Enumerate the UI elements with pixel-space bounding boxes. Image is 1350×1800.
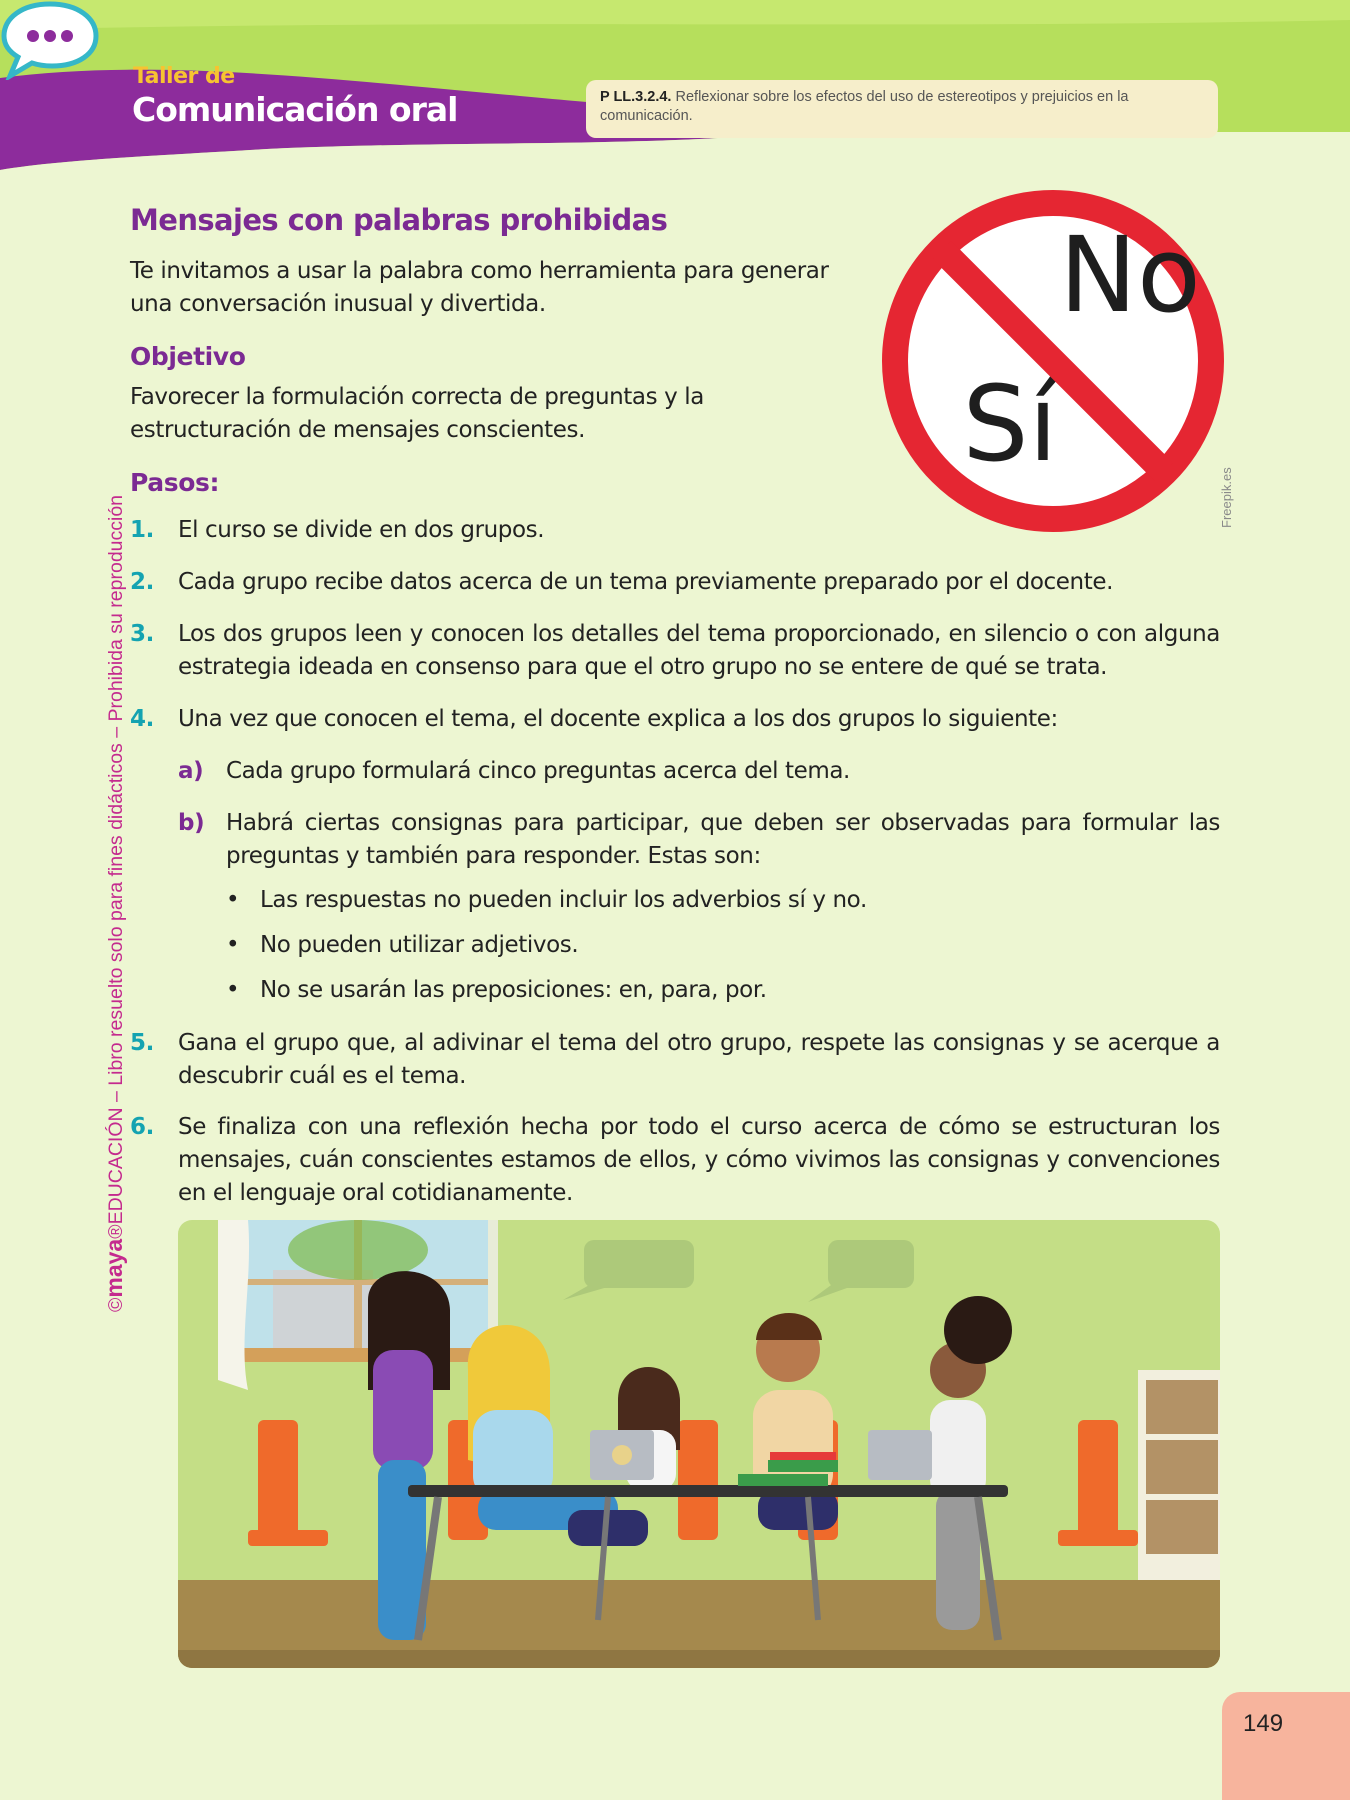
step-item	[130, 1027, 1220, 1093]
substep-item	[178, 755, 1220, 788]
substep-text: Habrá ciertas consignas para participar, que deben ser observadas para formular las preguntas y también para responder. Estas son:	[226, 810, 1220, 869]
step-number: 3.	[130, 621, 154, 647]
skill-criterion-box	[586, 80, 1218, 138]
image-credit: Freepik.es	[1219, 467, 1234, 528]
step-text: El curso se divide en dos grupos.	[178, 517, 545, 543]
sidebar-text: EDUCACIÓN – Libro resuelto solo para fines didácticos – Prohibida su reproducción	[105, 494, 127, 1225]
steps-heading: Pasos:	[130, 468, 220, 497]
bullet-text: No se usarán las preposiciones: en, para, por.	[260, 977, 767, 1003]
step-number: 4.	[130, 706, 154, 732]
bullet-text: Las respuestas no pueden incluir los adverbios sí y no.	[260, 887, 867, 913]
step-number: 6.	[130, 1114, 154, 1140]
step-item	[130, 703, 1220, 736]
rule-bullet	[226, 884, 1216, 917]
substep-text: Cada grupo formulará cinco preguntas acerca del tema.	[226, 758, 850, 784]
classroom-illustration	[178, 1220, 1220, 1668]
copyright-sidebar	[101, 482, 128, 1312]
sign-si-word: Sí	[962, 363, 1058, 485]
sign-no-word: No	[1059, 214, 1201, 336]
section-title: Comunicación oral	[132, 90, 458, 129]
skill-code: P LL.3.2.4.	[600, 89, 672, 105]
step-number: 5.	[130, 1030, 154, 1056]
step-text: Una vez que conocen el tema, el docente explica a los dos grupos lo siguiente:	[178, 706, 1058, 732]
objective-text: Favorecer la formulación correcta de preguntas y la estructuración de mensajes conscientes.	[130, 384, 704, 443]
objective-heading: Objetivo	[130, 342, 246, 371]
section-kicker: Taller de	[133, 64, 235, 89]
substep-letter: b)	[178, 810, 205, 836]
bullet-mark: •	[226, 932, 240, 958]
header-banner	[0, 0, 1350, 180]
rule-bullet	[226, 974, 1216, 1007]
speech-bubble-icon	[0, 0, 100, 80]
step-item	[130, 1111, 1220, 1210]
rule-bullet	[226, 929, 1216, 962]
step-item	[130, 566, 1220, 599]
step-item	[130, 618, 1220, 684]
step-text: Cada grupo recibe datos acerca de un tema previamente preparado por el docente.	[178, 569, 1113, 595]
bullet-text: No pueden utilizar adjetivos.	[260, 932, 579, 958]
page-number: 149	[1243, 1710, 1284, 1737]
substep-item	[178, 807, 1220, 873]
step-number: 2.	[130, 569, 154, 595]
step-text: Se finaliza con una reflexión hecha por todo el curso acerca de cómo se estructuran los mensajes, cuán conscientes estamos de ellos, y cómo vivimos las consignas y convenciones en el lenguaje oral cotidianamente.	[178, 1114, 1220, 1206]
skill-text: Reflexionar sobre los efectos del uso de estereotipos y prejuicios en la comunicación.	[600, 89, 1129, 124]
copyright-symbol: ©	[105, 1297, 127, 1312]
step-item	[130, 514, 1220, 547]
registered-mark: ®	[105, 1224, 127, 1239]
bullet-mark: •	[226, 977, 240, 1003]
intro-text: Te invitamos a usar la palabra como herramienta para generar una conversación inusual y divertida.	[130, 258, 829, 317]
prohibition-sign-image	[880, 188, 1226, 534]
page-number-tab	[1222, 1692, 1350, 1800]
bullet-mark: •	[226, 887, 240, 913]
substep-letter: a)	[178, 758, 204, 784]
step-number: 1.	[130, 517, 154, 543]
step-text: Gana el grupo que, al adivinar el tema del otro grupo, respete las consignas y se acerque a descubrir cuál es el tema.	[178, 1030, 1220, 1089]
activity-title: Mensajes con palabras prohibidas	[130, 203, 668, 237]
step-text: Los dos grupos leen y conocen los detalles del tema proporcionado, en silencio o con alguna estrategia ideada en consenso para que el otro grupo no se entere de qué se trata.	[178, 621, 1220, 680]
brand-name: maya	[101, 1238, 127, 1298]
